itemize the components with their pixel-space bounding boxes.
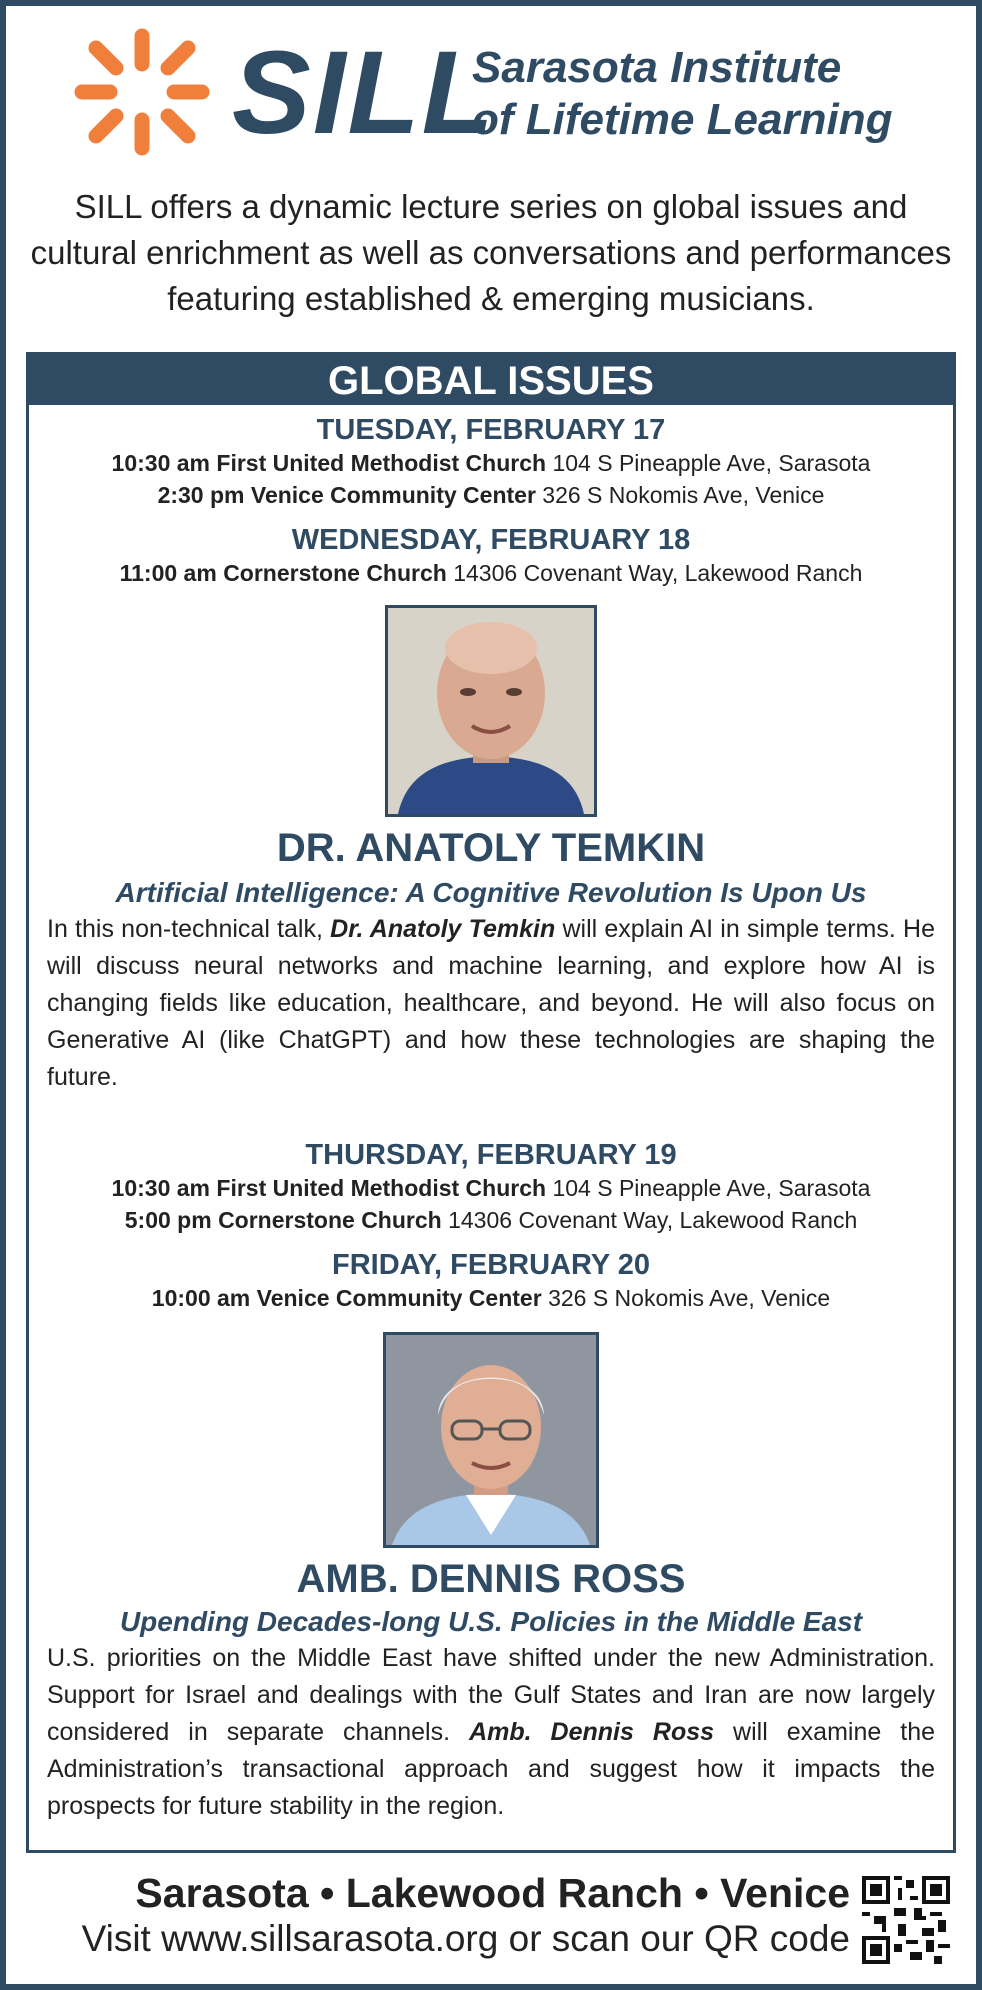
session-address: 326 S Nokomis Ave, Venice bbox=[548, 1285, 831, 1311]
talk-description bbox=[29, 1640, 953, 1825]
org-name bbox=[472, 42, 892, 146]
desc-text: In this non-technical talk, bbox=[47, 915, 331, 943]
talk-description bbox=[29, 911, 953, 1096]
lecture1-day-1: TUESDAY, FEBRUARY 17 bbox=[316, 414, 666, 446]
section-banner: GLOBAL ISSUES bbox=[29, 355, 953, 405]
sill-burst-logo-icon bbox=[72, 28, 212, 156]
session-address: 14306 Covenant Way, Lakewood Ranch bbox=[453, 560, 863, 586]
footer bbox=[20, 1870, 850, 1962]
speaker-photo-temkin bbox=[385, 605, 597, 817]
header bbox=[72, 28, 932, 158]
portrait-icon bbox=[386, 1335, 596, 1545]
speaker-name: AMB. DENNIS ROSS bbox=[296, 1557, 686, 1601]
lecture2-day-1: THURSDAY, FEBRUARY 19 bbox=[305, 1139, 677, 1171]
intro-text: SILL offers a dynamic lecture series on global issues and cultural enrichment as well as conversations and performances featuring established & emerging musicians. bbox=[30, 188, 952, 317]
session-row bbox=[29, 447, 953, 479]
session-address: 104 S Pineapple Ave, Sarasota bbox=[552, 450, 871, 476]
org-name-line2: of Lifetime Learning bbox=[472, 95, 893, 144]
session-address: 326 S Nokomis Ave, Venice bbox=[542, 482, 825, 508]
desc-speaker-name: Dr. Anatoly Temkin bbox=[330, 915, 556, 943]
desc-text: will explain AI in simple terms. He will discuss neural networks and machine learning, and explore how AI is changing fields like education, healthcare, and beyond. He will also focus on Generative AI (like ChatGPT) and how these technologies are shaping the future. bbox=[47, 915, 935, 1091]
logo-wordmark: SILL bbox=[232, 27, 496, 159]
session-address: 14306 Covenant Way, Lakewood Ranch bbox=[448, 1207, 858, 1233]
desc-speaker-name: Amb. Dennis Ross bbox=[469, 1718, 715, 1746]
session-time-venue: 11:00 am Cornerstone Church bbox=[119, 560, 447, 586]
session-time-venue: 10:30 am First United Methodist Church bbox=[111, 1175, 547, 1201]
footer-visit: Visit www.sillsarasota.org or scan our QR code bbox=[81, 1918, 850, 1959]
portrait-icon bbox=[388, 608, 594, 814]
footer-cities: Sarasota • Lakewood Ranch • Venice bbox=[135, 1870, 850, 1916]
lecture1-day-2: WEDNESDAY, FEBRUARY 18 bbox=[291, 524, 691, 556]
lecture-box-1 bbox=[26, 352, 956, 1136]
session-time-venue: 5:00 pm Cornerstone Church bbox=[124, 1207, 442, 1233]
session-row bbox=[29, 1282, 953, 1314]
session-time-venue: 2:30 pm Venice Community Center bbox=[157, 482, 536, 508]
speaker-name: DR. ANATOLY TEMKIN bbox=[276, 826, 706, 870]
speaker-photo-ross bbox=[383, 1332, 599, 1548]
session-row bbox=[29, 1204, 953, 1236]
talk-title: Artificial Intelligence: A Cognitive Revolution Is Upon Us bbox=[115, 877, 867, 908]
session-row bbox=[29, 479, 953, 511]
org-name-line1: Sarasota Institute bbox=[472, 43, 842, 92]
session-time-venue: 10:30 am First United Methodist Church bbox=[111, 450, 547, 476]
lecture2-day-2: FRIDAY, FEBRUARY 20 bbox=[331, 1249, 650, 1281]
desc-text: U.S. priorities on the Middle East have shifted under the new Administration. Support for Israel and dealings with the Gulf States and Iran are now largely considered in separate channels. bbox=[47, 1644, 935, 1746]
session-address: 104 S Pineapple Ave, Sarasota bbox=[552, 1175, 871, 1201]
session-time-venue: 10:00 am Venice Community Center bbox=[151, 1285, 542, 1311]
session-row bbox=[29, 1172, 953, 1204]
lecture-box-2 bbox=[26, 1130, 956, 1853]
desc-text: will examine the Administration’s transactional approach and suggest how it impacts the prospects for future stability in the region. bbox=[47, 1718, 936, 1820]
talk-title: Upending Decades-long U.S. Policies in the Middle East bbox=[119, 1606, 863, 1637]
qr-code-icon[interactable] bbox=[862, 1876, 950, 1964]
session-row bbox=[29, 557, 953, 589]
